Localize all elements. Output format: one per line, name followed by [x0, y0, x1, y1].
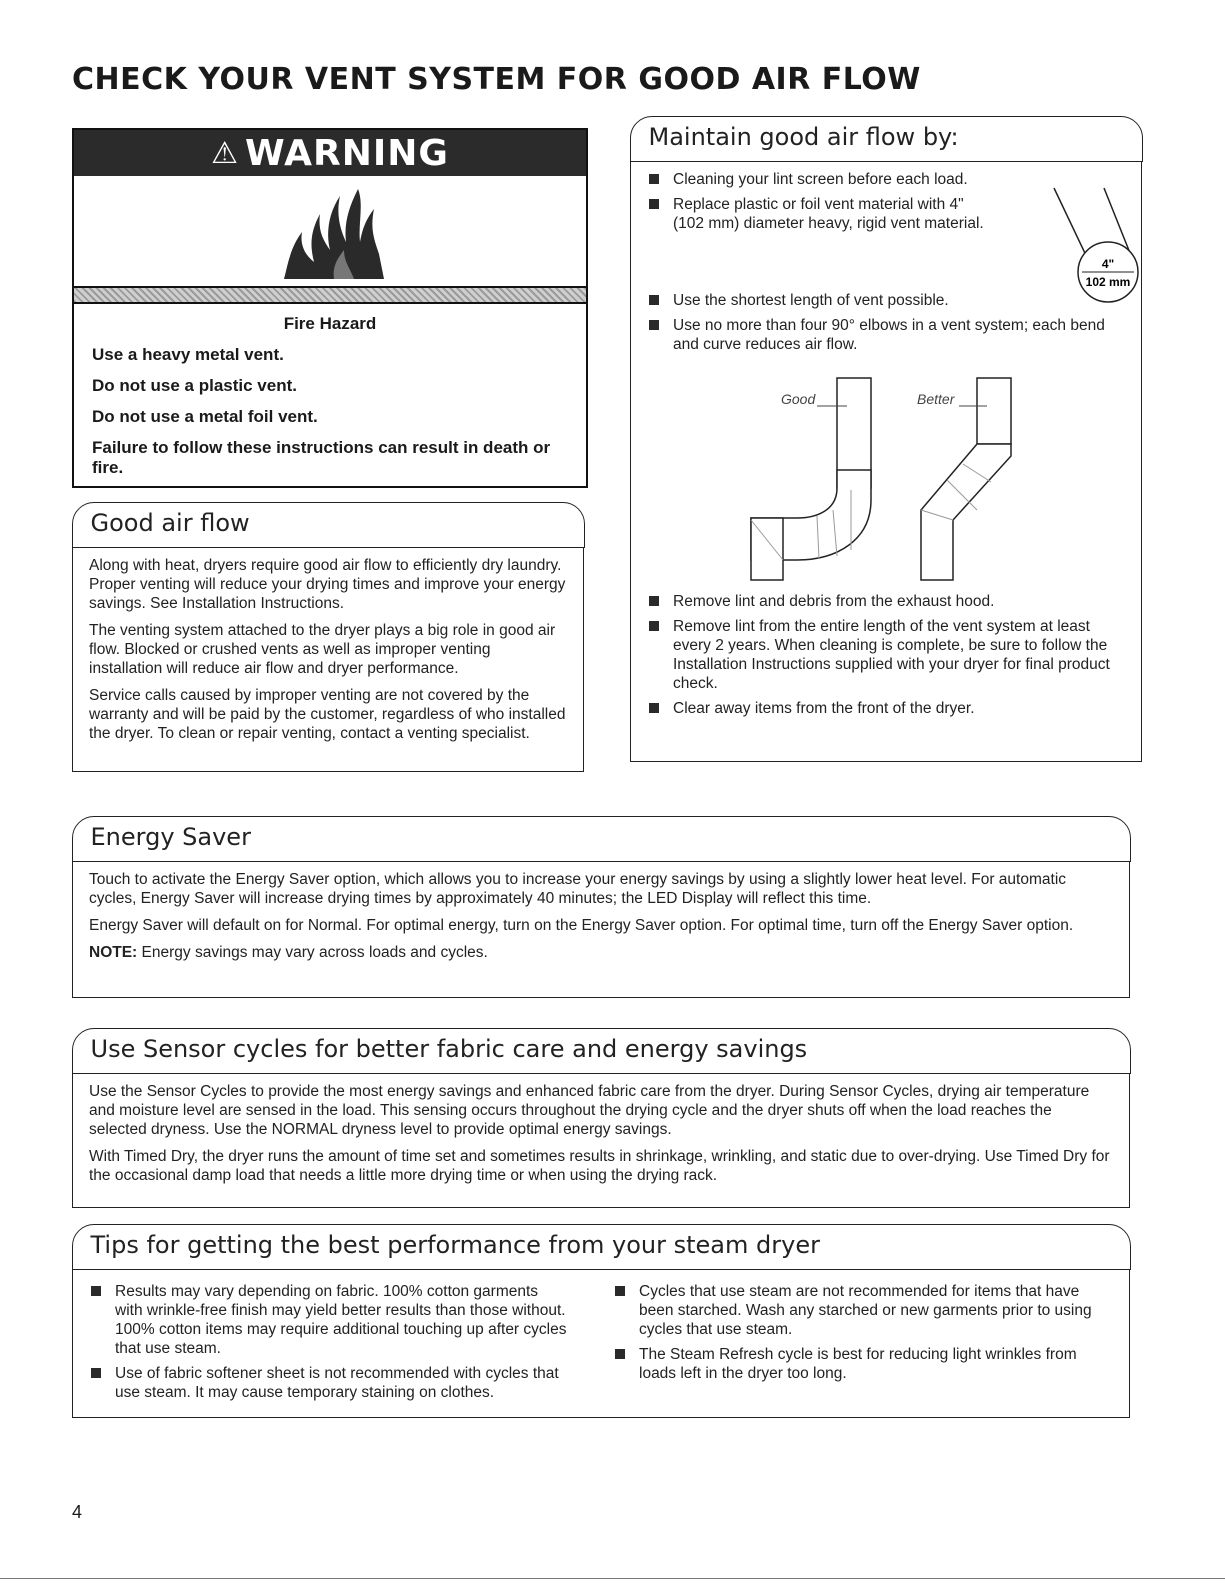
warning-line: Do not use a metal foil vent. [92, 407, 318, 426]
warning-line: Use a heavy metal vent. [92, 345, 284, 364]
elbow-label-good: Good [781, 391, 816, 407]
list-item: Clear away items from the front of the dryer. [647, 699, 1125, 718]
elbow-label-better: Better [917, 391, 955, 407]
list-item: Use of fabric softener sheet is not recommended with cycles that use steam. It may cause temporary staining on clothes. [89, 1364, 569, 1402]
paragraph: The venting system attached to the dryer plays a big role in good air flow. Blocked or crushed vents as well as improper venting installation will reduce air flow and dryer performance. [89, 622, 556, 677]
good-air-flow-title: Good air flow [90, 509, 250, 537]
paragraph: Use the Sensor Cycles to provide the most energy savings and enhanced fabric care from the dryer. During Sensor Cycles, drying air temperature and moisture level are sensed in the load. This sensing occurs throughout the drying cycle and the dryer shuts off when the load reaches the selected dryness. Use the NORMAL dryness level to provide optimal energy savings. [89, 1083, 1090, 1138]
energy-saver-title: Energy Saver [90, 823, 251, 851]
warning-header [74, 130, 586, 176]
list-item: Remove lint and debris from the exhaust hood. [647, 592, 1125, 611]
maintain-list-top [647, 170, 987, 233]
paragraph: Touch to activate the Energy Saver option, which allows you to increase your energy savings by using a slightly lower heat level. For automatic cycles, Energy Saver will increase drying times by approximately 40 minutes; the LED Display will reflect this time. [89, 871, 1067, 907]
list-item: Use no more than four 90° elbows in a vent system; each bend and curve reduces air flow. [647, 316, 1125, 354]
warning-line: Failure to follow these instructions can result in death or fire. [92, 438, 551, 477]
warning-box [72, 128, 588, 488]
warning-triangle-icon: ⚠ [211, 135, 240, 171]
warning-label: WARNING [245, 132, 449, 174]
maintain-section [630, 123, 1142, 762]
tips-list-right [613, 1282, 1103, 1408]
maintain-list-bottom [647, 592, 1125, 718]
page-number: 4 [72, 1502, 83, 1522]
tips-section [72, 1231, 1130, 1418]
warning-stripe [74, 286, 586, 304]
tips-list-left [89, 1282, 569, 1408]
elbow-diagram [647, 360, 1127, 590]
sensor-body [73, 1074, 1129, 1201]
energy-saver-header [72, 816, 1131, 862]
tips-title: Tips for getting the best performance from your steam dryer [90, 1231, 820, 1259]
warning-body [74, 304, 586, 478]
sensor-title: Use Sensor cycles for better fabric care and energy savings [90, 1035, 808, 1063]
good-air-flow-header [72, 502, 585, 548]
list-item: Results may vary depending on fabric. 100% cotton garments with wrinkle-free finish may yield better results than those without. 100% cotton items may require additional touching up after cycles that use steam. [89, 1282, 569, 1358]
fire-hazard-title: Fire Hazard [283, 314, 377, 333]
vent-label-mm: 102 mm [1085, 275, 1131, 289]
maintain-title: Maintain good air flow by: [648, 123, 959, 151]
energy-saver-body [73, 862, 1129, 978]
list-item: Replace plastic or foil vent material with 4" (102 mm) diameter heavy, rigid vent material. [647, 195, 987, 233]
fire-area [74, 176, 586, 286]
list-item: Cycles that use steam are not recommended for items that have been starched. Wash any starched or new garments prior to using cycles that use steam. [613, 1282, 1103, 1339]
maintain-list-mid [647, 291, 1125, 354]
note-label: NOTE: [89, 944, 138, 961]
good-air-flow-body [73, 548, 583, 759]
sensor-header [72, 1028, 1131, 1074]
warning-line: Do not use a plastic vent. [92, 376, 297, 395]
paragraph: Along with heat, dryers require good air flow to efficiently dry laundry. Proper venting will reduce your drying times and improve your energy savings. See Installation Instructions. [89, 557, 566, 612]
maintain-header [630, 116, 1143, 162]
vent-label-in: 4" [1101, 257, 1115, 271]
fire-icon [274, 184, 394, 284]
list-item: The Steam Refresh cycle is best for reducing light wrinkles from loads left in the dryer too long. [613, 1345, 1103, 1383]
good-air-flow-section [72, 509, 584, 772]
vent-diameter-diagram [1046, 184, 1146, 304]
note-text: Energy savings may vary across loads and cycles. [137, 944, 488, 961]
list-item: Remove lint from the entire length of the vent system at least every 2 years. When cleaning is complete, be sure to follow the Installation Instructions supplied with your dryer for final product check. [647, 617, 1125, 693]
tips-header [72, 1224, 1131, 1270]
note [89, 943, 1113, 962]
list-item: Cleaning your lint screen before each load. [647, 170, 987, 189]
paragraph: With Timed Dry, the dryer runs the amount of time set and sometimes results in shrinkage, wrinkling, and static due to over-drying. Use Timed Dry for the occasional damp load that needs a little more drying time or when using the drying rack. [89, 1148, 1110, 1184]
paragraph: Energy Saver will default on for Normal. For optimal energy, turn on the Energy Saver option. For optimal time, turn off the Energy Saver option. [89, 917, 1074, 934]
bottom-rule [0, 1578, 1225, 1579]
paragraph: Service calls caused by improper venting are not covered by the warranty and will be paid by the customer, regardless of who installed the dryer. To clean or repair venting, contact a venting specialist. [89, 687, 566, 742]
list-item: Use the shortest length of vent possible. [647, 291, 1125, 310]
page-title: CHECK YOUR VENT SYSTEM FOR GOOD AIR FLOW [72, 62, 921, 97]
energy-saver-section [72, 823, 1130, 998]
sensor-section [72, 1035, 1130, 1208]
